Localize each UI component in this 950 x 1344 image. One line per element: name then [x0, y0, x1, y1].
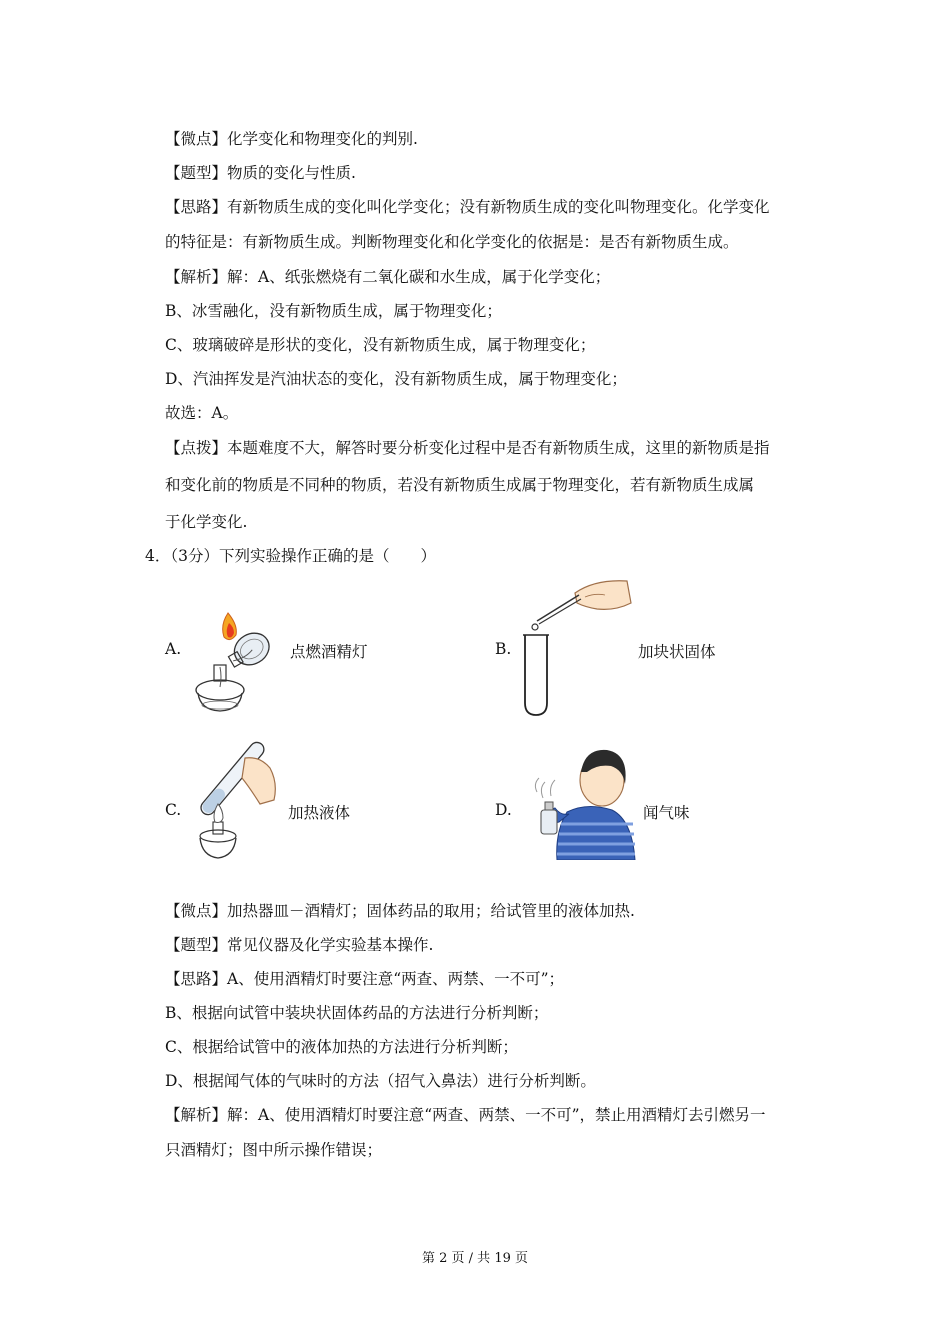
analysis2-idea-c: C、根据给试管中的液体加热的方法进行分析判断； — [165, 1038, 518, 1056]
analysis2-idea-a: 【思路】A、使用酒精灯时要注意“两查、两禁、一不可”； — [165, 970, 565, 988]
analysis-solution-b: B、冰雪融化，没有新物质生成，属于物理变化； — [165, 302, 502, 320]
analysis-answer: 故选：A。 — [165, 404, 239, 422]
analysis-solution-c: C、玻璃破碎是形状的变化，没有新物质生成，属于物理变化； — [165, 336, 596, 354]
analysis-tip-line2: 和变化前的物质是不同种的物质，若没有新物质生成属于物理变化，若有新物质生成属 — [165, 476, 755, 494]
analysis2-idea-d: D、根据闻气体的气味时的方法（招气入鼻法）进行分析判断。 — [165, 1072, 596, 1090]
option-c-label: C. — [165, 801, 182, 819]
test-tube-solid-icon — [515, 573, 635, 718]
analysis-type: 【题型】物质的变化与性质. — [165, 164, 356, 182]
alcohol-lamp-lighting-icon — [190, 605, 290, 720]
question-stem: 4．（3分）下列实验操作正确的是（ ） — [145, 547, 436, 565]
analysis-solution-d: D、汽油挥发是汽油状态的变化，没有新物质生成，属于物理变化； — [165, 370, 627, 388]
option-b-caption: 加块状固体 — [638, 643, 716, 661]
option-a-caption: 点燃酒精灯 — [290, 643, 368, 661]
analysis-idea-line2: 的特征是：有新物质生成。判断物理变化和化学变化的依据是：是否有新物质生成。 — [165, 233, 739, 251]
option-d-label: D. — [495, 801, 512, 819]
analysis-keypoint: 【微点】化学变化和物理变化的判别. — [165, 130, 418, 148]
smelling-gas-icon — [527, 742, 639, 860]
option-c-caption: 加热液体 — [288, 804, 351, 822]
analysis-tip-line3: 于化学变化. — [165, 513, 248, 531]
heating-liquid-icon — [190, 738, 285, 863]
analysis2-type: 【题型】常见仪器及化学实验基本操作. — [165, 936, 434, 954]
analysis-solution-a: 【解析】解：A、纸张燃烧有二氧化碳和水生成，属于化学变化； — [165, 268, 611, 286]
option-b-label: B. — [495, 640, 512, 658]
analysis-tip-line1: 【点拨】本题难度不大，解答时要分析变化过程中是否有新物质生成，这里的新物质是指 — [165, 439, 770, 457]
analysis-idea-line1: 【思路】有新物质生成的变化叫化学变化；没有新物质生成的变化叫物理变化。化学变化 — [165, 198, 770, 216]
option-d-caption: 闻气味 — [643, 804, 690, 822]
analysis2-solution-line2: 只酒精灯；图中所示操作错误； — [165, 1141, 383, 1159]
option-a-label: A. — [165, 640, 182, 658]
analysis2-solution-line1: 【解析】解：A、使用酒精灯时要注意“两查、两禁、一不可”，禁止用酒精灯去引燃另一 — [165, 1106, 766, 1124]
analysis2-keypoint: 【微点】加热器皿－酒精灯；固体药品的取用；给试管里的液体加热. — [165, 902, 635, 920]
analysis2-idea-b: B、根据向试管中装块状固体药品的方法进行分析判断； — [165, 1004, 549, 1022]
page-number: 第 2 页 / 共 19 页 — [422, 1251, 528, 1266]
